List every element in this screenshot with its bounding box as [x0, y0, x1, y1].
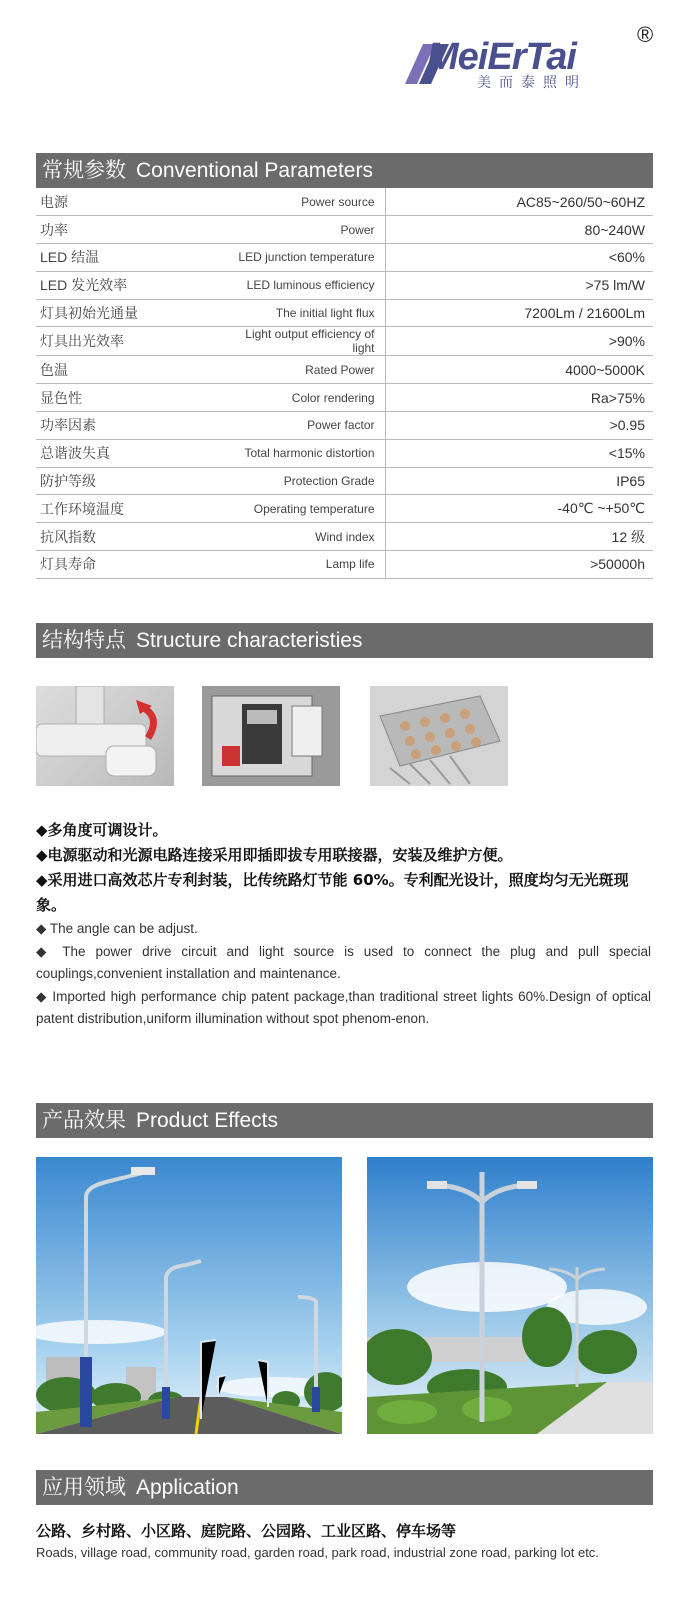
- feature-bullet-en: ◆ Imported high performance chip patent package,than traditional street lights 60%.Design of optical patent distribution,uniform illumination without spot phenom-enon.: [36, 988, 651, 1026]
- parameter-row: [36, 551, 653, 579]
- parameter-row: [36, 188, 653, 216]
- parameters-table: [36, 188, 653, 579]
- parameter-label-cn: 显色性: [36, 384, 226, 412]
- parameter-value: 80~240W: [385, 216, 653, 244]
- parameter-value: 7200Lm / 21600Lm: [385, 299, 653, 327]
- section-header-params: [36, 153, 653, 188]
- parameter-row: [36, 216, 653, 244]
- parameter-label-cn: 灯具出光效率: [36, 327, 226, 356]
- feature-bullet-en: ◆ The angle can be adjust.: [36, 921, 198, 936]
- parameter-label-en: The initial light flux: [226, 299, 385, 327]
- parameter-label-en: Wind index: [226, 523, 385, 551]
- parameter-label-en: LED junction temperature: [226, 244, 385, 272]
- application-text-cn: 公路、乡村路、小区路、庭院路、公园路、工业区路、停车场等: [36, 1522, 457, 1540]
- section-title-en: Conventional Parameters: [136, 159, 373, 182]
- section-title-cn: 应用领域: [42, 1476, 126, 1499]
- parameter-label-cn: 功率因素: [36, 412, 226, 440]
- parameter-value: Ra>75%: [385, 384, 653, 412]
- photo-adjustable-angle: [36, 686, 174, 786]
- feature-bullet-en: ◆ The power drive circuit and light source is used to connect the plug and pull special couplings,convenient installation and maintenance.: [36, 943, 651, 981]
- registered-mark: ®: [637, 22, 654, 47]
- parameter-value: <60%: [385, 244, 653, 272]
- section-title-en: Application: [136, 1476, 239, 1499]
- feature-bullet-cn: ◆电源驱动和光源电路连接采用即插即拔专用联接器，安装及维护方便。: [36, 846, 513, 864]
- parameter-value: IP65: [385, 467, 653, 495]
- parameter-label-cn: 灯具寿命: [36, 551, 226, 579]
- structure-features-en: [36, 918, 651, 1031]
- parameter-label-cn: 功率: [36, 216, 226, 244]
- photo-double-arm-lights: [367, 1157, 653, 1434]
- section-title-en: Product Effects: [136, 1109, 279, 1132]
- parameter-row: [36, 384, 653, 412]
- parameter-row: [36, 244, 653, 272]
- photo-led-module: [370, 686, 508, 786]
- logo-subtitle: 美而泰照明: [477, 75, 587, 91]
- parameter-label-cn: 抗风指数: [36, 523, 226, 551]
- parameter-label-en: Color rendering: [226, 384, 385, 412]
- parameter-row: [36, 439, 653, 467]
- section-header-structure: [36, 623, 653, 658]
- feature-bullet-cn: ◆多角度可调设计。: [36, 821, 168, 839]
- section-title-cn: 常规参数: [42, 159, 126, 182]
- parameter-label-en: Lamp life: [226, 551, 385, 579]
- parameter-label-cn: 防护等级: [36, 467, 226, 495]
- parameter-value: >50000h: [385, 551, 653, 579]
- feature-bullet-cn: ◆采用进口高效芯片专利封装，比传统路灯节能 60%。专利配光设计，照度均匀无光斑现象。: [36, 871, 629, 914]
- parameter-label-cn: 电源: [36, 188, 226, 216]
- parameter-row: [36, 356, 653, 384]
- parameter-label-en: Total harmonic distortion: [226, 439, 385, 467]
- section-header-application: [36, 1470, 653, 1505]
- photo-street-lights-road: [36, 1157, 342, 1434]
- parameter-label-en: Operating temperature: [226, 495, 385, 523]
- parameter-row: [36, 467, 653, 495]
- parameter-label-cn: 灯具初始光通量: [36, 299, 226, 327]
- parameter-label-en: Light output efficiency of light: [226, 327, 385, 356]
- section-title-cn: 产品效果: [42, 1109, 126, 1132]
- parameter-row: [36, 299, 653, 327]
- parameter-label-cn: LED 结温: [36, 244, 226, 272]
- brand-logo: [405, 20, 660, 90]
- application-text-en: Roads, village road, community road, garden road, park road, industrial zone road, parking lot etc.: [36, 1545, 599, 1560]
- parameter-label-en: Power: [226, 216, 385, 244]
- structure-features-cn: [36, 818, 656, 918]
- parameter-value: 4000~5000K: [385, 356, 653, 384]
- section-title-en: Structure characteristies: [136, 629, 363, 652]
- parameter-value: AC85~260/50~60HZ: [385, 188, 653, 216]
- parameter-value: >90%: [385, 327, 653, 356]
- parameter-label-en: Power factor: [226, 412, 385, 440]
- parameter-label-en: Protection Grade: [226, 467, 385, 495]
- parameter-value: 12 级: [385, 523, 653, 551]
- logo-wordmark: MeiErTai: [427, 36, 576, 78]
- photo-connector: [202, 686, 340, 786]
- parameter-value: >0.95: [385, 412, 653, 440]
- parameter-label-en: Power source: [226, 188, 385, 216]
- parameter-row: [36, 495, 653, 523]
- parameter-value: >75 lm/W: [385, 271, 653, 299]
- parameter-label-cn: 色温: [36, 356, 226, 384]
- section-title-cn: 结构特点: [42, 629, 126, 652]
- parameter-value: -40℃ ~+50℃: [385, 495, 653, 523]
- parameter-value: <15%: [385, 439, 653, 467]
- parameter-row: [36, 523, 653, 551]
- section-header-effects: [36, 1103, 653, 1138]
- parameter-label-en: Rated Power: [226, 356, 385, 384]
- parameter-label-cn: 总谐波失真: [36, 439, 226, 467]
- parameter-label-cn: 工作环境温度: [36, 495, 226, 523]
- parameter-label-en: LED luminous efficiency: [226, 271, 385, 299]
- parameter-row: [36, 271, 653, 299]
- parameter-label-cn: LED 发光效率: [36, 271, 226, 299]
- parameter-row: [36, 327, 653, 356]
- parameter-row: [36, 412, 653, 440]
